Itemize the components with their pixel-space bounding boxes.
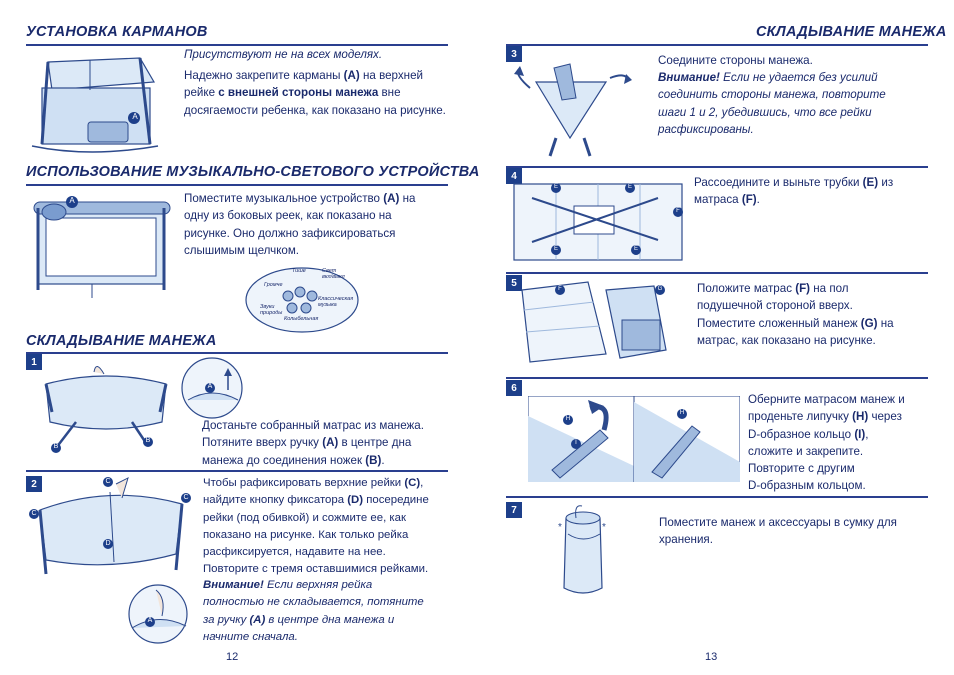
step-3-warning: Внимание! Если не удается без усилий соединить стороны манежа, повторите шаги 1 и 2, убедившись, что все рейки расфиксированы. — [658, 71, 886, 136]
step-1-number: 1 — [26, 354, 42, 370]
page-number-right: 13 — [705, 651, 718, 663]
step-1-label-b1: B — [53, 443, 59, 450]
step-2-label-d: D — [105, 540, 111, 547]
step-6-label-i: I — [575, 440, 577, 446]
step-4-label-e1: E — [553, 184, 558, 190]
music-device-label-nature: Звуки природы — [260, 304, 283, 316]
step-4-label-e4: E — [633, 246, 638, 252]
pockets-label-a: A — [132, 112, 138, 121]
step-4-illustration — [508, 176, 688, 266]
step-5-label-g: G — [657, 286, 663, 292]
step-5-illustration — [516, 280, 676, 366]
step-4-label-e3: E — [553, 246, 558, 252]
step-6-illustration — [528, 396, 740, 482]
step-6-label-h1: H — [565, 416, 571, 422]
music-device-label-lullaby: Колыбельная — [284, 316, 319, 322]
pockets-note: Присутствуют не на всех моделях. — [184, 48, 383, 61]
step-1-illustration — [36, 362, 176, 456]
music-device-label-light: Свет вкл/выкл — [322, 268, 345, 280]
step-6-number: 6 — [506, 380, 522, 396]
music-device-label-louder: Громче — [264, 282, 283, 288]
folding-rule-right — [506, 44, 928, 46]
step-2-label-a: A — [147, 617, 153, 624]
pockets-title: УСТАНОВКА КАРМАНОВ — [26, 24, 208, 40]
music-text: Поместите музыкальное устройство (A) на одну из боковых реек, как показано на рисунке. Оно должно зафиксироваться слышимым щелчком. — [184, 192, 416, 257]
step-7-text: Поместите манеж и аксессуары в сумку для хранения. — [659, 516, 897, 547]
step-2-label-c2: C — [105, 478, 111, 485]
step-5-number: 5 — [506, 275, 522, 291]
step-1-label-a: A — [207, 383, 213, 390]
step-2-warning: Внимание! Если верхняя рейка полностью не складывается, потяните за ручку (A) в центре дна манежа и начните сначала. — [203, 579, 424, 643]
step-5-label-f: F — [558, 286, 562, 292]
folding-rule-left — [26, 352, 448, 354]
step-2-detail-illustration — [122, 582, 194, 644]
svg-text:*: * — [602, 522, 606, 533]
music-rule — [26, 184, 448, 186]
folding-title-right: СКЛАДЫВАНИЕ МАНЕЖА — [756, 24, 947, 40]
step-1-label-b2: B — [145, 437, 151, 444]
page-number-left: 12 — [226, 651, 239, 663]
music-title: ИСПОЛЬЗОВАНИЕ МУЗЫКАЛЬНО-СВЕТОВОГО УСТРОЙСТВА — [26, 164, 480, 180]
step-3-illustration — [506, 58, 636, 162]
step-7-rule — [506, 496, 928, 498]
step-6-text: Оберните матрасом манеж и проденьте липучку (H) через D-образное кольцо (I), сложите и закрепите. Повторите с другим D-образным кольцом. — [748, 393, 905, 493]
step-7-number: 7 — [506, 502, 522, 518]
step-2-label-c1: C — [31, 510, 37, 517]
music-illustration — [24, 190, 176, 302]
step-2-number: 2 — [26, 476, 42, 492]
step-6-rule — [506, 377, 928, 379]
step-3-text: Соедините стороны манежа. — [658, 54, 813, 67]
step-2-illustration — [26, 474, 196, 584]
music-device-label-quieter: Тише — [292, 268, 306, 274]
step-1-text: Достаньте собранный матрас из манежа. Потяните вверх ручку (A) в центре дна манежа до соединения ножек (B). — [202, 419, 424, 467]
music-device-label-classic: Классическая музыка — [318, 296, 354, 308]
step-4-number: 4 — [506, 168, 522, 184]
step-2-rule — [26, 470, 448, 472]
step-2-label-c3: C — [183, 494, 189, 501]
step-4-text: Рассоедините и выньте трубки (E) из матраса (F). — [694, 176, 894, 207]
step-4-label-f: F — [676, 208, 680, 214]
step-3-number: 3 — [506, 46, 522, 62]
svg-text:*: * — [558, 522, 562, 533]
music-label-a: A — [69, 196, 75, 205]
step-4-rule — [506, 166, 928, 168]
step-7-illustration — [556, 504, 610, 598]
step-5-rule — [506, 272, 928, 274]
pockets-illustration — [30, 50, 160, 158]
pockets-text: Надежно закрепите карманы (A) на верхней рейке с внешней стороны манежа вне досягаемости ребенка, как показано на рисунке. — [184, 69, 446, 117]
step-6-label-h2: H — [679, 410, 685, 416]
step-4-label-e2: E — [627, 184, 632, 190]
step-5-text: Положите матрас (F) на пол подушечной стороной вверх. Поместите сложенный манеж (G) на матрас, как показано на рисунке. — [697, 282, 894, 347]
folding-title-left: СКЛАДЫВАНИЕ МАНЕЖА — [26, 333, 217, 349]
step-2-text: Чтобы рафиксировать верхние рейки (C), найдите кнопку фиксатора (D) посередине рейки (под обивкой) и сожмите ее, как показано на рисунке. Как только рейка расфиксируется, надавите на нее. Повторите с тремя оставшимися рейками. — [203, 477, 429, 576]
